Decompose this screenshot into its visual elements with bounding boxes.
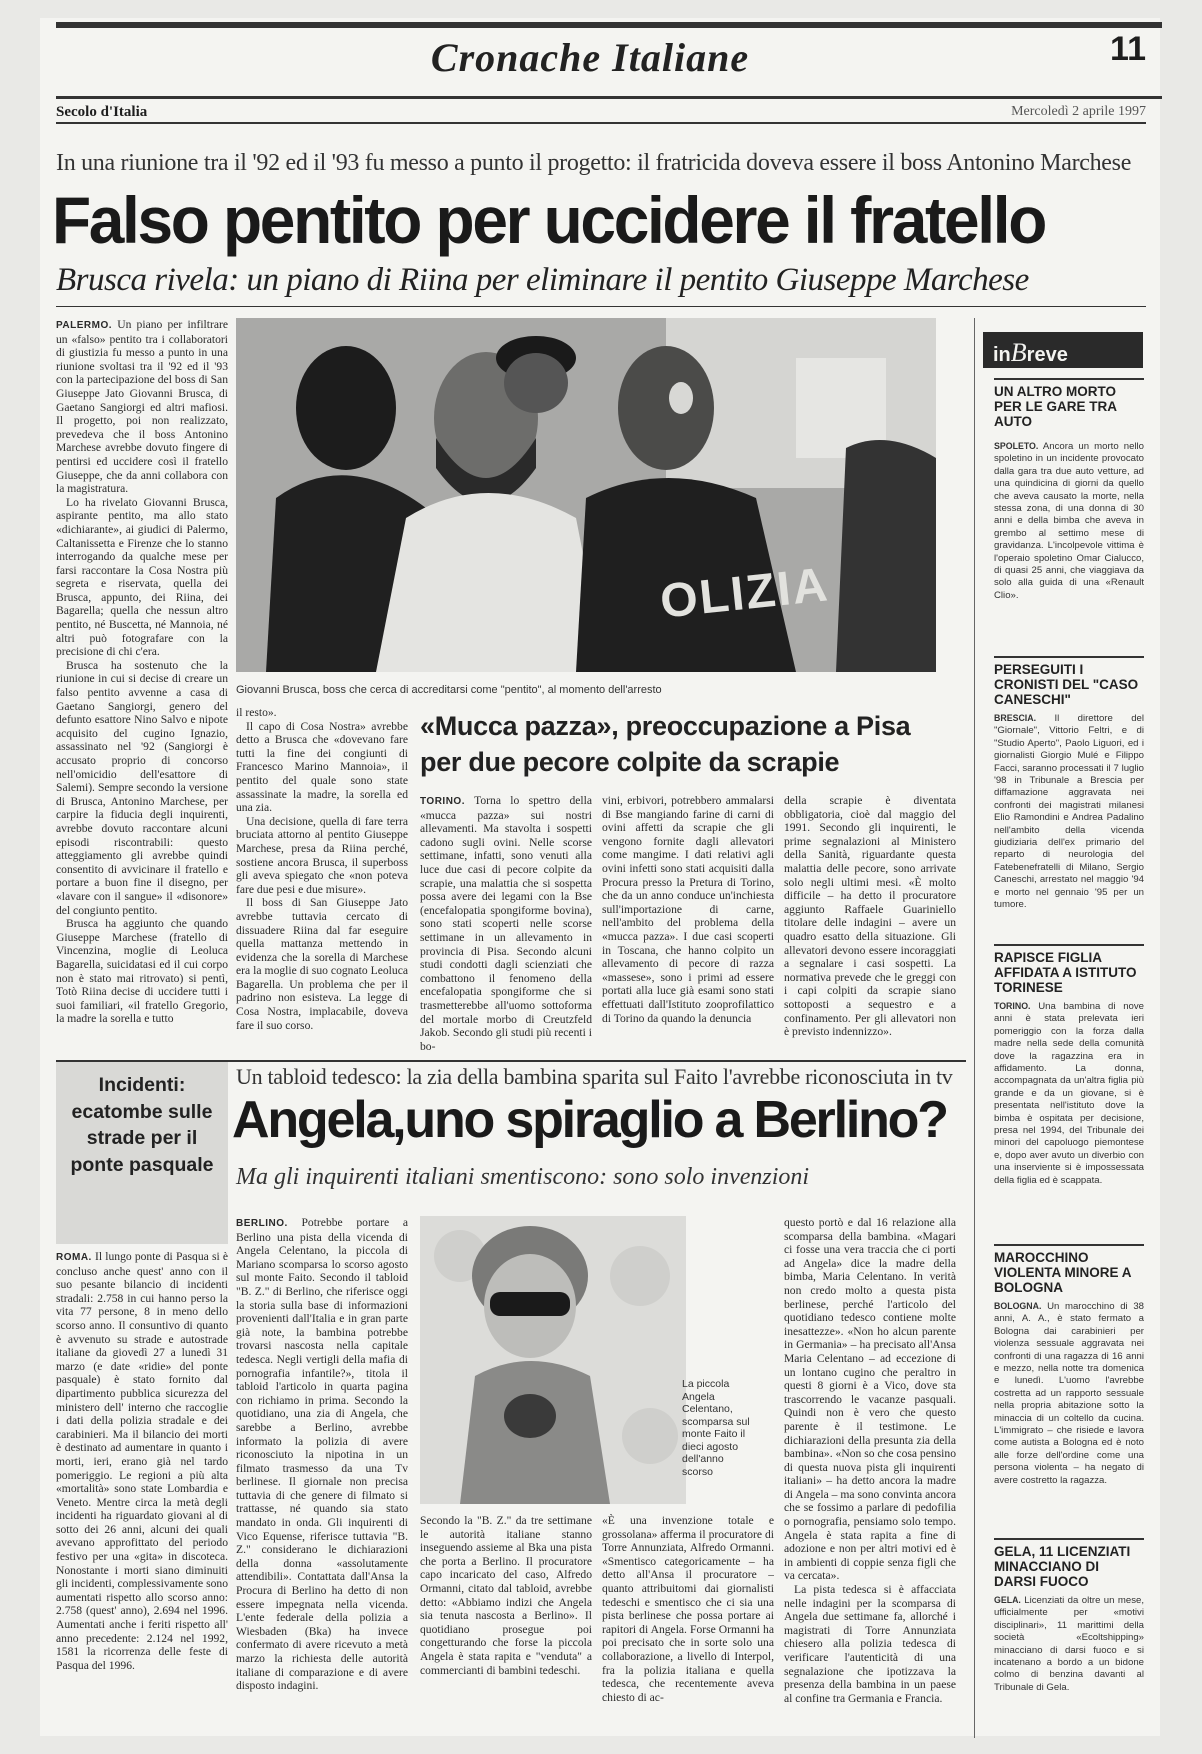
deck-rule xyxy=(56,306,1146,307)
angela-col-1 xyxy=(236,1216,408,1730)
main-headline: Falso pentito per uccidere il fratello xyxy=(52,183,1046,257)
mucca-col-1 xyxy=(420,794,592,1054)
angela-col-3b xyxy=(602,1514,774,1730)
angela-text-3c: La pista tedesca si è affacciata nelle indagini per la scomparsa di Angela due settimane fa, allorché i magistrati di Torre Annunziata chiesero alla polizia tedesca di verificare l'autenticità di una segnalazione che ipotizzava la presenza della bambina in un paese al confine tra Germania e Francia. xyxy=(784,1583,956,1705)
breve-rule-2 xyxy=(994,656,1144,658)
breve-dateline-5: GELA. xyxy=(994,1595,1021,1605)
breve-title-1: UN ALTRO MORTO PER LE GARE TRA AUTO xyxy=(994,384,1117,429)
main-col2-para-2: Il capo di Cosa Nostra» avrebbe detto a Brusca che «dovevano fare tutti la fine dei congiunti di Francesco Marino Mannoia», il pentito del quale sono state assassinate la madre, la sorella ed una zia. xyxy=(236,719,408,815)
logo-b: B xyxy=(1010,338,1027,367)
mucca-text-1: Torna lo spettro della «mucca pazza» sui nostri allevamenti. Ma stavolta i sospetti cadono sugli ovini. Nelle scorse settimane, infatti, sono venuti alla luce due casi di pecore colpite da scrapie, una malattia che si sospetta possa avere dei legami con la Bse (encefalopatia spongiforme bovina), sono stati scoperti nelle scorse settimane in un allevamento in provincia di Pisa. Secondo alcuni studi condotti dagli scienziati che combattono il fenomeno della encefalopatia spongiforme che si trasmetterebbe all'uomo sottoforma del mortale morbo di Creutzfeld Jakob. Secondo gli studi più recenti i bo- xyxy=(420,794,592,1053)
sidebar-divider xyxy=(974,318,975,1738)
angela-col-2 xyxy=(420,1514,592,1730)
main-col-2 xyxy=(236,706,408,1054)
main-para-3: Brusca ha sostenuto che la riunione in cui si decise di creare un falso pentito avvenne a casa di Gaetano Sangiorgi, genero del defunto esattore Nino Salvo e nipote acquisito del cugino Ignazio, assassinato nel '92 (Sangiorgi è accusato proprio di concorso nell'omicidio dell'esattore di Salemi). Sempre secondo la versione di Brusca, Antonino Marchese, per carpire la fiducia degli inquirenti, avrebbe dovuto raccontare alcuni episodi riscontrabili: questo atteggiamento gli avrebbe quindi consentito di avvicinare il fratello e portare a buon fine il disegno, per «lavare con il sangue» il «disonore» del congiunto pentito. xyxy=(56,658,228,917)
main-photo-caption: Giovanni Brusca, boss che cerca di accreditarsi come "pentito", al momento dell'arresto xyxy=(236,684,662,696)
mucca-dateline: TORINO. xyxy=(420,796,465,807)
angela-headline: Angela,uno spiraglio a Berlino? xyxy=(232,1091,947,1149)
breve-text-5: Licenziati da oltre un mese, ufficialmente per «motivi disciplinari», 11 marittimi della società «Ecoltshipping» minacciano di darsi fuoco e si incatenano a bordo a un bidone colmo di benzina davanti al Tribunale di Gela. xyxy=(994,1595,1144,1693)
breve-title-4: MAROCCHINO VIOLENTA MINORE A BOLOGNA xyxy=(994,1250,1131,1295)
main-para-2: Lo ha rivelato Giovanni Brusca, aspirante pentito, ma allo stato «dichiarante», ai giudici di Palermo, Caltanissetta e Firenze che lo stanno interrogando da qualche mese per farsi raccontare la Cosa Nostra più segreta e riservata, quella dei Brusca, appunto, dei Riina, dei Bagarella; quella che nessun altro pentito, né Buscetta, né Mannoia, né altri può fotografare con la precisione di chi c'era. xyxy=(56,495,228,659)
angela-photo xyxy=(420,1216,686,1504)
mucca-col-2 xyxy=(602,794,774,1054)
breve-dateline-1: SPOLETO. xyxy=(994,441,1039,451)
breve-text-1: Ancora un morto nello spoletino in un incidente provocato dalla gara tra due auto vetture, ad una quindicina di giorni da quello che aveva causato la morte, nella stessa zona, di una donna di 30 anni e della bimba che aveva in grembo al settimo mese di gravidanza. L'incolpevole vittima è l'operaio spoletino Omar Cialucco, di quasi 25 anni, che viaggiava da solo alla guida di una «Renault Clio». xyxy=(994,441,1144,601)
breve-rule-4 xyxy=(994,1244,1144,1246)
incidenti-dateline: ROMA. xyxy=(56,1252,92,1263)
angela-deck: Ma gli inquirenti italiani smentiscono: sono solo invenzioni xyxy=(236,1164,810,1190)
angela-text-3a: questo portò e dal 16 relazione alla scomparsa della bambina. «Magari ci fosse una vera traccia che ci porti ad Angela» dice la madre della bimba, Maria Celentano. In verità non credo molto a questa pista berlinese, perché l'articolo del quotidiano tedesco contiene molte inesattezze». «Non ho alcun parente in Germania» – ha precisato all'Ansa Maria Celentano – ad eccezione di un lontano cugino che peraltro in questi 8 giorni è a Vico, dove sta trascorrendo le vacanze pasquali. Quindi non è vero che questo parente è il testimone. Le dichiarazioni della presunta zia della bambina». «Non so che cosa pensino di questa nuova pista gli inquirenti italiani» – ha detto ancora la madre di Angela – ma sono convinta ancora che se fossimo a parlare di pedofilia o pornografia, pensiamo solo tempo. Angela è stata rapita a fine di adozione e non per altri motivi ed è in ambienti di coppie senza figli che va cercata». xyxy=(784,1216,956,1583)
breve-dateline-2: BRESCIA. xyxy=(994,713,1037,723)
mucca-col-3 xyxy=(784,794,956,1054)
in-breve-logo xyxy=(983,332,1143,368)
breve-text-4: Un marocchino di 38 anni, A. A., è stato fermato a Bologna dai carabinieri per violenza sessuale aggravata nei confronti di una ragazza di 16 anni e mezzo, nella notte tra domenica e lunedì. L'uomo l'avrebbe costretta ad un rapporto sessuale nella propria abitazione sotto la minaccia di un coltello da cucina. L'immigrato – che risiede e lavora come autista a Bologna ed è noto alle forze dell'ordine come una persona violenta – ha negato di avere costretto la ragazza. xyxy=(994,1301,1144,1486)
breve-body-1 xyxy=(994,440,1144,650)
photo-illustration xyxy=(236,318,936,672)
angela-text-2: Secondo la "B. Z." da tre settimane le autorità italiane stanno inseguendo assieme al Bka una pista che porta a Berlino. Il procuratore capo incaricato del caso, Alfredo Ormanni, citato dal tabloid, avrebbe detto: «Abbiamo indizi che Angela sia tenuta nascosta a Berlino». Il quotidiano prosegue poi congetturando che forse la piccola Angela è stata rapita e "venduta" a commercianti di bambini tedeschi. xyxy=(420,1514,592,1677)
top-rule xyxy=(56,22,1162,28)
breve-rule-3 xyxy=(994,944,1144,946)
angela-dateline: BERLINO. xyxy=(236,1218,288,1229)
main-para-1: Un piano per infiltrare un «falso» pentito tra i collaboratori di giustizia fu messo a punto in una riunione svoltasi tra il '92 ed il '93 con la partecipazione del boss di San Giuseppe Jato Giovanni Brusca, di Gaetano Sangiorgi ed altri mafiosi. Il progetto, poi non realizzato, prevedeva che il boss Antonino Marchese avrebbe dovuto fingere di pentirsi ed uccidere così il fratello Giuseppe, che da anni collabora con la magistratura. xyxy=(56,318,228,496)
breve-title-5: GELA, 11 LICENZIATI MINACCIANO DI DARSI FUOCO xyxy=(994,1544,1131,1589)
issue-date: Mercoledì 2 aprile 1997 xyxy=(1011,104,1146,119)
breve-body-3 xyxy=(994,1000,1144,1242)
main-col-1 xyxy=(56,318,228,1054)
breve-body-4 xyxy=(994,1300,1144,1530)
section-masthead: Cronache Italiane xyxy=(430,35,750,80)
angela-text-3b: «È una invenzione totale e grossolana» afferma il procuratore di Torre Annunziata, Alfredo Ormanni. «Smentisco categoricamente – ha detto all'Ansa il procuratore – quanto attribuitomi dai giornalisti tedeschi e smentisco che ci sia una pista berlinese che possa portare ai rapitori di Angela. Forse Ormanni ha poi precisato che in sorte solo una collaborazione, a livello di Interpol, fra la polizia italiana e quella tedesca, che recentemente aveva chiesto di ac- xyxy=(602,1514,774,1704)
mucca-text-3: della scrapie è diventata obbligatoria, cioè dal maggio del 1991. Secondo gli inquirenti, le prime segnalazioni al Ministero della Sanità, riguardante questa malattia delle pecore, sono arrivate solo negli ultimi mesi. «È molto difficile – ha detto il procuratore aggiunto Raffaele Guariniello titolare delle indagini – avere un quadro esatto della situazione. Gli allevatori devono essere incoraggiati a segnalare i casi sospetti. La normativa prevede che le greggi con i capi colpiti da scrapie siano sottoposti a sequestro e a confinamento. Per gli allevatori non è previsto indennizzo». xyxy=(784,794,956,1039)
main-kicker: In una riunione tra il '92 ed il '93 fu messo a punto il progetto: il fratricida doveva essere il boss Antonino Marchese xyxy=(56,150,1132,176)
page-number: 11 xyxy=(1110,30,1146,68)
incidenti-headline: Incidenti: ecatombe sulle strade per il ponte pasquale xyxy=(70,1074,214,1176)
main-col2-para-1: il resto». xyxy=(236,706,277,719)
incidenti-col xyxy=(56,1250,228,1730)
breve-dateline-3: TORINO. xyxy=(994,1001,1031,1011)
breve-rule-5 xyxy=(994,1538,1144,1540)
masthead-rule xyxy=(56,96,1162,99)
breve-title-2: PERSEGUITI I CRONISTI DEL "CASO CANESCHI" xyxy=(994,662,1139,707)
breve-body-2 xyxy=(994,712,1144,940)
breve-body-5 xyxy=(994,1594,1144,1724)
date-rule xyxy=(56,122,1146,124)
mucca-headline: «Mucca pazza», preoccupazione a Pisa per due pecore colpite da scrapie xyxy=(420,711,911,777)
breve-title-3: RAPISCE FIGLIA AFFIDATA A ISTITUTO TORINESE xyxy=(994,950,1137,995)
breve-text-2: Il direttore del "Giornale", Vittorio Feltri, e di "Studio Aperto", Paolo Liguori, ed i giornalisti Giorgio Mulé e Filippo Facci, saranno processati il 7 luglio '98 in Tribunale a Brescia per diffamazione aggravata nei confronti dei magistrati milanesi Elio Ramondini e Andrea Padalino nell'ambito della vicenda giudiziaria dell'ex primario del reparto di neurologia del Fatebenefratelli di Milano, Sergio Caneschi, arrestato nel maggio '94 e morto nel gennaio '95 per un tumore. xyxy=(994,713,1144,911)
incidenti-text: Il lungo ponte di Pasqua si è concluso anche quest' anno con il suo pesante bilancio di incidenti stradali: 2.758 in cui hanno perso la vita 77 persone, 8 in meno dello scorso anno. Il consuntivo di quanto è avvenuto su strade e autostrade italiane da giovedì 27 a lunedì 31 marzo (e date «ridie» del ponte pasquale) è stato fornito dal dipartimento pubblica sicurezza del ministero dell' interno che raccoglie i dati della polizia stradale e dei carabinieri. Ma il bilancio dei morti è destinato ad aumentare in quanto i morti, ieri, erano già nel tardo pomeriggio. Le regioni a più alta «mortalità» sono state Lombardia e Veneto. Mentre circa la metà degli incidenti ha riguardato giovani al di sotto dei 26 anni, alcuni dei quali avevano approfittato del periodo festivo per una «gita» in discoteca. Nonostante i morti siano diminuiti gli incidenti, complessivamente sono aumentati rispetto allo scorso anno: 2.758 (quest' anno), 2.694 nel 1996. Aumentati anche i feriti rispetto all' anno precedente: 2.124 nel 1992, 1581 la ricorrenza delle feste di Pasqua del 1996. xyxy=(56,1250,228,1672)
main-col2-para-3: Una decisione, quella di fare terra bruciata attorno al pentito Giuseppe Marchese, presa da Riina perché, sostiene ancora Brusca, il superboss gli aveva spiegato che «non poteva fare due pesi e due misure». xyxy=(236,814,408,896)
logo-reve: reve xyxy=(1026,344,1068,366)
logo-in: in xyxy=(993,344,1011,366)
angela-photo-illustration xyxy=(420,1216,686,1504)
breve-text-3: Una bambina di nove anni è stata prelevata ieri pomeriggio con la forza dalla madre nella sede della comunità dove la ragazzina era in affidamento. La donna, accompagnata da un'altra figlia più grande e da un giovane, si è presentata nell'istituto dove la bimba è ospitata per decisione, presa nel 1994, del Tribunale dei minori del capoluogo piemontese e, dopo aver avuto un diverbio con una inserviente si è impossessata della figlia ed è scappata. xyxy=(994,1001,1144,1186)
mucca-text-2: vini, erbivori, potrebbero ammalarsi di Bse mangiando farine di carni di ovini affetti da scrapie che gli vengono fornite dagli allevatori come mangime. I dati relativi agli ovini infetti sono stati acquisiti dalla Procura presso la Pretura di Torino, che da un anno conduce un'inchiesta sull'importazione di carne, nell'ambito del problema della «mucca pazza». I due casi scoperti in Toscana, che hanno colpito un allevamento di pecore di razza «massese», sono i primi ad essere portati alla luce già esami sono stati effettuati dall'Istituto zooprofilattico di Torino da quando la denuncia xyxy=(602,794,774,1025)
angela-col-3 xyxy=(784,1216,956,1730)
angela-text-1: Potrebbe portare a Berlino una pista della vicenda di Angela Celentano, la piccola di Mariano scomparsa lo scorso agosto sul monte Faito. Secondo il tabloid "B. Z." di Berlino, che riferisce oggi la storia sulla base di informazioni provenienti dall'Italia e in gran parte già note, la bambina potrebbe trovarsi nascosta nella capitale tedesca. Negli vertigli della mafia di pornografia infantile?», titola il tabloid l'articolo in quarta pagina con richiamo in prima. Secondo la quotidiano, una zia di Angela, che sarebbe a Berlino, avrebbe informato la polizia di avere riconosciuto la nipotina in un filmato trasmesso da una Tv berlinese. Il giornale non precisa tuttavia di che genere di filmato si trattasse, né quando sia stato mandato in onda. Gli inquirenti di Vico Equense, riferisce tuttavia "B. Z." considerano le dichiarazioni della donna «assolutamente attendibili». Contattata dall'Ansa la Procura di Berlino ha detto di non essere impegnata nella vicenda. L'ente federale della polizia a Wiesbaden (Bka) ha invece confermato di avere ricevuto a metà marzo la richiesta delle autorità italiane di comparazione e di avere disposto indagini. xyxy=(236,1216,408,1693)
breve-dateline-4: BOLOGNA. xyxy=(994,1301,1042,1311)
main-para-4: Brusca ha aggiunto che quando Giuseppe Marchese (fratello di Vincenzina, moglie di Leoluca Bagarella, suicidatasi ed il cui corpo non è stato mai ritrovato) si pentì, Totò Riina decise di uccidere tutti i suoi familiari, «il fratello Gregorio, la madre la sorella e tutto xyxy=(56,917,228,1026)
main-deck: Brusca rivela: un piano di Riina per eliminare il pentito Giuseppe Marchese xyxy=(56,262,1029,298)
main-dateline: PALERMO. xyxy=(56,320,113,331)
brusca-arrest-photo xyxy=(236,318,936,672)
angela-kicker: Un tabloid tedesco: la zia della bambina sparita sul Faito l'avrebbe riconosciuta in tv xyxy=(236,1064,953,1089)
polizia-vest-text: OLIZIA xyxy=(657,558,832,629)
angela-photo-caption: La piccola Angela Celentano, scomparsa sul monte Faito il dieci agosto dell'anno scorso xyxy=(682,1378,750,1478)
paper-name: Secolo d'Italia xyxy=(56,104,148,120)
main-col2-para-4: Il boss di San Giuseppe Jato avrebbe tuttavia cercato di dissuadere Riina dal far eseguire quella mattanza mettendo in evidenza che la sorella di Marchese era la moglie di suo cognato Leoluca Bagarella. Un problema che per il padrino non esisteva. La legge di Cosa Nostra, implacabile, doveva fare il suo corso. xyxy=(236,896,408,1032)
breve-rule-1 xyxy=(994,378,1144,380)
